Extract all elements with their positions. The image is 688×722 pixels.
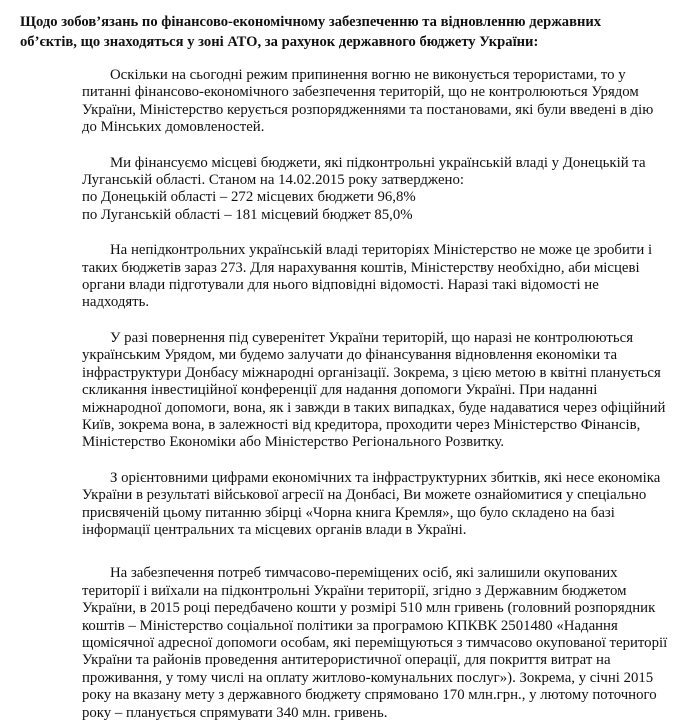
paragraph-displaced-persons [82, 565, 668, 722]
paragraph-text: Оскільки на сьогодні режим припинення вогню не виконується терористами, то у питанні фінансово-економічного забезпечення територій, що не контролюються Урядом України, Міністерство керується розпорядженнями та постановами, які були введені в дію до Мінських домовленостей. [82, 67, 654, 136]
luhansk-budget-line: по Луганській області – 181 місцевий бюджет 85,0% [82, 206, 413, 223]
paragraph-text: На непідконтрольних українській владі територіях Міністерство не може це зробити і таких бюджетів зараз 273. Для нарахування коштів, Міністерству необхідно, аби місцеві органи влади підготували для нього відповідні відомості. Наразі такі відомості не надходять. [82, 242, 653, 311]
paragraph-economic-losses [82, 470, 668, 540]
paragraph-local-budgets [82, 155, 668, 225]
paragraph-text: Ми фінансуємо місцеві бюджети, які підконтрольні українській владі у Донецькій та Луганській області. Станом на 14.02.2015 року затверджено: [82, 154, 646, 189]
paragraph-text: З орієнтовними цифрами економічних та інфраструктурних збитків, які несе економіка України в результаті військової агресії на Донбасі, Ви можете ознайомитися у спеціально присвяченій цьому питанню збірці «Чорна книга Кремля», що було складено на базі інформації центральних та місцевих органів влади в Україні. [82, 469, 661, 538]
paragraph-uncontrolled-territories [82, 242, 668, 312]
paragraph-text: На забезпечення потреб тимчасово-переміщених осіб, які залишили окупованих території і виїхали на підконтрольні України території, згідно з Державним бюджетом України, в 2015 році передбачено кошти у розмірі 510 млн гривень (головний розпорядник коштів – Міністерство соціальної політики за програмою КПКВК 2501480 «Надання щомісячної адресної допомоги особам, які переміщуються з тимчасово окупованої території України та районів проведення антитерористичної операції, для покриття витрат на проживання, у тому числі на оплату житлово-комунальних послуг»). Зокрема, у січні 2015 року на вказану мету з державного бюджету спрямовано 170 млн.грн., у лютому поточного року – планується спрямувати 340 млн. гривень. [82, 565, 668, 721]
paragraph-text: У разі повернення під суверенітет України територій, що наразі не контролюються українським Урядом, ми будемо залучати до фінансування відновлення економіки та інфраструктури Донбасу міжнародні організації. Зокрема, з цією метою в квітні планується скликання інвестиційної конференції для надання допомоги Україні. При наданні міжнародної допомоги, вона, як і завжди в таких випадках, буде надаватися через офіційний Київ, зокрема вона, в залежності від кредитора, проходити через Міністерство Фінансів, Міністерство Економіки або Міністерство Регіонального Розвитку. [82, 329, 666, 451]
paragraph-international-aid [82, 330, 668, 452]
paragraph-ceasefire [82, 67, 668, 137]
donetsk-budget-line: по Донецькій області – 272 місцевих бюджети 96,8% [82, 189, 416, 206]
document-heading: Щодо зобов’язань по фінансово-економічному забезпеченню та відновленню державних об’єктів, що знаходяться у зоні АТО, за рахунок державного бюджету України: [20, 14, 602, 50]
